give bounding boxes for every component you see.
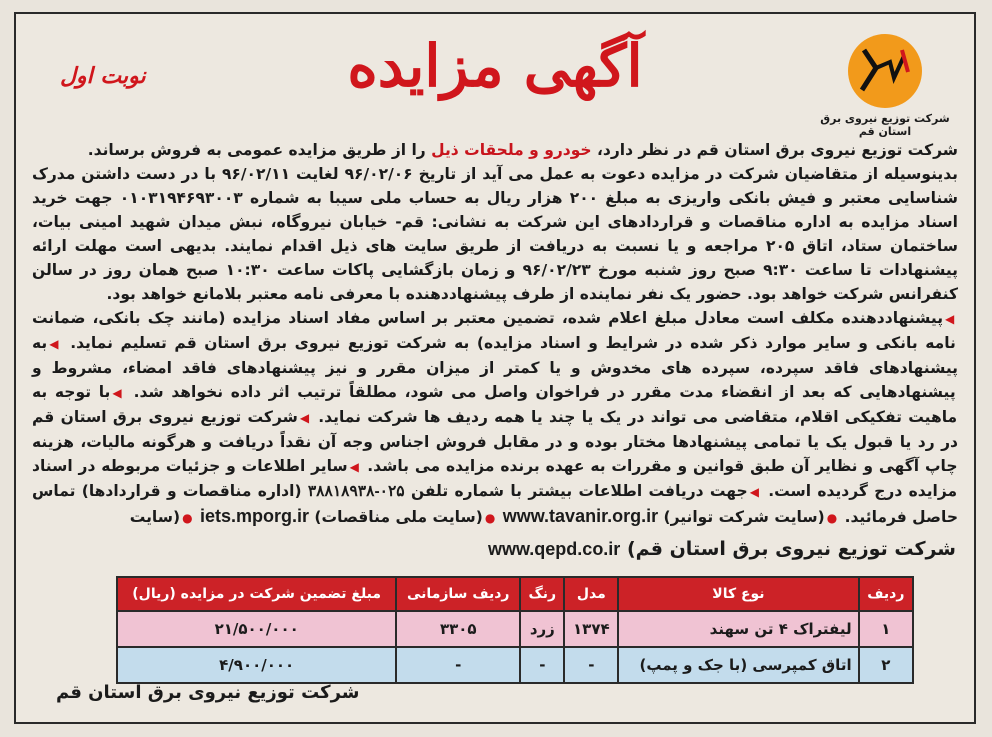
cell-item: اتاق کمپرسی (با جک و پمپ) xyxy=(618,647,858,683)
intro-paragraph: شرکت توزیع نیروی برق استان قم در نظر دارد، خودرو و ملحقات ذیل را از طریق مزایده عمومی به فروش برساند. xyxy=(87,141,958,159)
logo-caption: شرکت توزیع نیروی برق استان قم xyxy=(820,112,950,138)
notice-body xyxy=(32,138,958,530)
cell-color: - xyxy=(520,647,564,683)
cell-model: - xyxy=(564,647,618,683)
clause-guarantee: ◀پیشنهاددهنده مکلف است معادل مبلغ اعلام شده، تضمین معتبر بر اساس مفاد اسناد مزایده (مانند چک بانکی، ضمانت نامه بانکی و سایر موارد ذکر شده در شرایط و اسناد مزایده) به شرکت توزیع نیروی برق استان قم تسلیم نماید. ◀به پیشنهادهای فاقد سپرده، سپرده های مخدوش و یا کمتر از میزان مقرر و نیز پیشنهادهای فاقد امضاء، مشروط و پیشنهادهایی که بعد از انقضاء مدت مقرر در فراخوان واصل می شود، مطلقاً ترتیب اثر داده نخواهد شد. ◀با توجه به ماهیت تفکیکی اقلام، متقاضی می تواند در یک یا چند یا همه ردیف ها شرکت نماید. ◀شرکت توزیع نیروی برق استان قم در رد یا قبول یک یا تمامی پیشنهادها مختار بوده و در مقابل فروش اجناس وجه آن نقداً دریافت و هرگونه مالیات، هزینه چاپ آگهی و نظایر آن طبق قوانین و مقررات به عهده برنده مزایده می باشد. ◀سایر اطلاعات و جزئیات مربوطه در اسناد مزایده درج گردیده است. ◀جهت دریافت اطلاعات بیشتر با شماره تلفن ۰۲۵-۳۸۸۱۸۹۳۸ (اداره مناقصات و قراردادها) تماس حاصل فرمائید. ●(سایت شرکت توانیر) www.tavanir.org.ir ●(سایت ملی مناقصات) iets.mporg.ir ●(سایت xyxy=(32,309,958,526)
cell-item: لیفتراک ۴ تن سهند xyxy=(618,611,858,647)
cell-guarantee: ۴/۹۰۰/۰۰۰ xyxy=(117,647,396,683)
page-title: آگهی مزایده xyxy=(347,32,643,100)
bullet-icon: ● xyxy=(484,511,496,525)
bullet-icon: ◀ xyxy=(749,485,760,499)
cell-color: زرد xyxy=(520,611,564,647)
bullet-icon: ◀ xyxy=(299,411,310,425)
cell-org-code: - xyxy=(396,647,520,683)
table-header-row xyxy=(117,577,913,611)
cell-guarantee: ۲۱/۵۰۰/۰۰۰ xyxy=(117,611,396,647)
bullet-icon: ● xyxy=(182,511,193,525)
col-header-model: مدل xyxy=(564,577,618,611)
highlight-items: خودرو و ملحقات ذیل xyxy=(431,141,592,159)
table-row xyxy=(117,647,913,683)
tavanir-link[interactable]: www.tavanir.org.ir xyxy=(502,506,659,526)
phone-number: ۰۲۵-۳۸۸۱۸۹۳۸ xyxy=(307,483,405,500)
auction-notice xyxy=(14,12,976,724)
col-header-row-no: ردیف xyxy=(859,577,913,611)
bullet-icon: ◀ xyxy=(349,460,360,474)
cell-row-no: ۲ xyxy=(859,647,913,683)
cell-org-code: ۳۳۰۵ xyxy=(396,611,520,647)
bullet-icon: ◀ xyxy=(49,337,61,351)
details-paragraph: بدینوسیله از متقاضیان شرکت در مزایده دعوت به عمل می آید از تاریخ ۹۶/۰۲/۰۶ لغایت ۹۶/۰۲/۱۱ با در دست داشتن مدرک شناسایی معتبر و فیش بانکی واریزی به مبلغ ۲۰۰ هزار ریال به حساب ملی سیبا به شماره ۰۱۰۳۱۹۴۶۹۳۰۰۳ جهت خرید اسناد مزایده به اداره مناقصات و قراردادهای این شرکت به نشانی: قم- خیابان نیروگاه، نبش میدان شهید امینی بیات، ساختمان ستاد، اتاق ۲۰۵ مراجعه و یا نسبت به دریافت از طریق سایت های ذیل اقدام نمایند. بدیهی است مهلت ارائه پیشنهادات تا ساعت ۹:۳۰ صبح روز شنبه مورخ ۹۶/۰۲/۲۳ و زمان بازگشایی پاکات ساعت ۱۰:۳۰ صبح همان روز در سالن کنفرانس شرکت خواهد بود. حضور یک نفر نماینده از طرف پیشنهاددهنده با معرفی نامه معتبر بلامانع خواهد بود. xyxy=(32,165,958,303)
col-header-item: نوع کالا xyxy=(618,577,858,611)
site3-line: شرکت توزیع نیروی برق استان قم) www.qepd.co.ir xyxy=(487,538,956,560)
col-header-org-code: ردیف سازمانی xyxy=(396,577,520,611)
cell-model: ۱۳۷۴ xyxy=(564,611,618,647)
cell-row-no: ۱ xyxy=(859,611,913,647)
bullet-icon: ● xyxy=(826,511,838,525)
col-header-guarantee: مبلغ تضمین شرکت در مزایده (ریال) xyxy=(117,577,396,611)
items-table xyxy=(116,576,914,684)
iets-link[interactable]: iets.mporg.ir xyxy=(199,506,309,526)
bullet-icon: ◀ xyxy=(112,386,124,400)
bullet-icon: ◀ xyxy=(945,312,956,326)
qepd-link[interactable]: www.qepd.co.ir xyxy=(487,539,621,559)
footer-company: شرکت توزیع نیروی برق استان قم xyxy=(56,682,360,703)
edition-badge: نوبت اول xyxy=(60,64,146,89)
col-header-color: رنگ xyxy=(520,577,564,611)
table-row xyxy=(117,611,913,647)
